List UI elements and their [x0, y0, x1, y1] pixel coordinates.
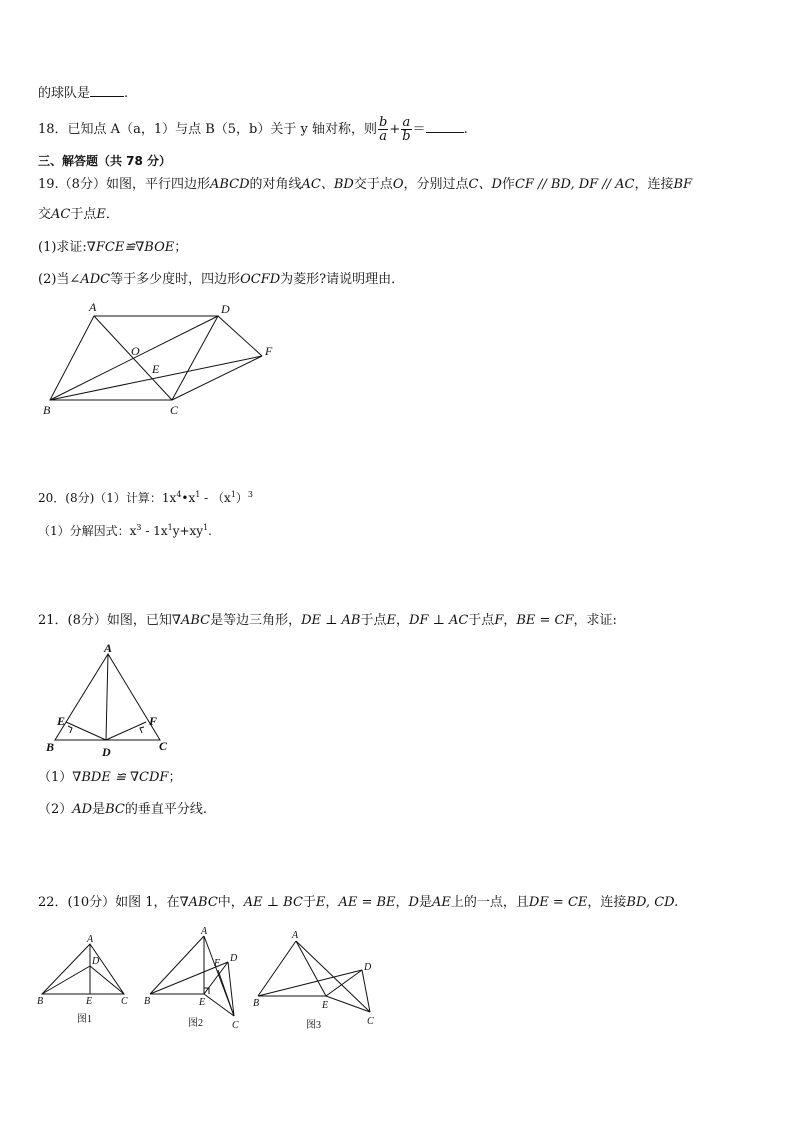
q19-text: 于点: [70, 207, 97, 222]
exponent: 1: [195, 490, 201, 499]
q19-math: OCFD: [240, 272, 281, 287]
fig3-segment-ae: [296, 941, 326, 996]
q21-text: ，: [396, 613, 410, 628]
fig1-label-e: E: [86, 996, 93, 1007]
q20-text: y+xy: [172, 524, 204, 538]
q22-text: 是: [418, 895, 432, 910]
q17-text: 的球队是: [38, 86, 91, 101]
q22-math: BD, CD.: [626, 895, 679, 910]
q21-math: DF ⊥ AC: [409, 613, 469, 628]
fig1-segment-bd: [42, 966, 90, 994]
fig3-label-e: E: [322, 1000, 329, 1011]
frac-den: a: [379, 129, 388, 144]
label-o: O: [131, 344, 140, 358]
fig1-label-a: A: [87, 934, 94, 945]
q22-math: AE: [431, 895, 451, 910]
q22-math: DE = CE: [528, 895, 588, 910]
fig2-label-b: B: [144, 996, 151, 1007]
label-a: A: [104, 641, 113, 655]
q21-math: ∇ABC: [171, 613, 211, 628]
equals-sign: ＝: [412, 122, 426, 137]
fig2-label-f: F: [214, 958, 221, 969]
q22-math: ∇ABC: [179, 895, 218, 910]
q19-text: 交于点: [353, 177, 393, 192]
q20-text: （1）分解因式：x: [38, 524, 137, 538]
q21-text: ；: [168, 770, 182, 785]
q19-math: AC: [51, 207, 71, 222]
fig3-segment-ec: [326, 996, 370, 1012]
q19-text: ．: [105, 207, 119, 222]
q19-math: AC、BD: [301, 177, 354, 192]
q18-end: .: [463, 122, 468, 137]
section-title: 三、解答题（共 78 分）: [38, 154, 172, 168]
q19-text: ，连接: [634, 177, 674, 192]
q22-text: 中，: [217, 895, 244, 910]
q21-math: AD: [72, 802, 93, 817]
label-b: B: [46, 740, 55, 754]
fig3-label-b: B: [253, 998, 260, 1009]
q20-text: .: [208, 524, 212, 538]
q20-text: 20．(8分)（1）计算：1x: [38, 491, 177, 505]
frac-den: b: [402, 129, 411, 144]
fig2-label-e: E: [199, 997, 206, 1008]
exponent: 1: [230, 490, 236, 499]
fig2-segment-ab: [150, 936, 204, 994]
label-b: B: [43, 403, 51, 417]
exponent: 3: [136, 523, 142, 532]
fig3-segment-ac: [296, 941, 370, 1012]
q21-text: （1）: [38, 770, 73, 785]
q22-figure-3: [253, 930, 374, 1031]
q19-math: BF: [673, 177, 693, 192]
q19-text: 为菱形?请说明理由．: [280, 272, 405, 287]
q22-figure-2: [144, 926, 239, 1031]
q19-text: 19.（8分）如图，平行四边形: [38, 177, 210, 192]
q22-math: AE ⊥ BC: [243, 895, 303, 910]
exponent: 3: [247, 490, 254, 499]
fig2-caption: 图2: [188, 1018, 203, 1029]
fig3-label-a: A: [292, 930, 299, 941]
q21-math: BE = CF: [516, 613, 574, 628]
fig2-label-a: A: [201, 926, 208, 937]
q21-math: BC: [105, 802, 125, 817]
label-c: C: [159, 739, 168, 753]
q19-text: 作: [501, 177, 515, 192]
q19-math: ∇FCE≌∇BOE: [86, 240, 175, 255]
q21-math: DE ⊥ AB: [301, 613, 361, 628]
q19-math: ∠ADC: [69, 272, 111, 287]
fig1-label-b: B: [37, 996, 44, 1007]
q19-math: ABCD: [209, 177, 250, 192]
q19-text: 交: [38, 207, 52, 222]
fig1-caption: 图1: [77, 1014, 92, 1025]
q20-text: - 1x: [141, 524, 168, 538]
fig1-label-d: D: [92, 956, 100, 967]
q21-text: 是: [92, 802, 106, 817]
label-c: C: [170, 403, 179, 417]
frac-num: b: [378, 115, 388, 130]
label-f: F: [265, 344, 273, 358]
q21-text: （2）: [38, 802, 73, 817]
label-e: E: [57, 714, 66, 728]
q22-text: ，: [395, 895, 409, 910]
frac-num: a: [402, 115, 411, 130]
q19-text: (1)求证:: [38, 240, 87, 255]
q19-math: O: [392, 177, 404, 192]
q20-text: - （x: [200, 491, 231, 505]
q20-text: •x: [181, 491, 196, 505]
q21-text: 于点: [360, 613, 387, 628]
fig3-label-d: D: [364, 962, 372, 973]
q21-text: ，求证:: [573, 613, 617, 628]
exponent: 4: [176, 490, 182, 499]
q19-text: ；: [174, 240, 188, 255]
q22-text: 于: [302, 895, 316, 910]
q20-text: ）: [235, 491, 248, 505]
fig3-caption: 图3: [306, 1020, 321, 1031]
fig1-segment-cd: [90, 966, 124, 994]
q22-math: D: [408, 895, 419, 910]
q19-math: E: [96, 207, 106, 222]
q22-text: 22．(10分）如图 1，在: [38, 895, 180, 910]
label-a: A: [89, 300, 97, 314]
fig3-label-c: C: [367, 1016, 374, 1027]
q21-math: E: [386, 613, 396, 628]
fig2-label-d: D: [230, 953, 238, 964]
exponent: 1: [203, 523, 209, 532]
q21-text: 于点: [468, 613, 495, 628]
label-e: E: [152, 362, 160, 376]
q19-text: (2)当: [38, 272, 70, 287]
q22-text: ，: [325, 895, 339, 910]
q21-math: F: [494, 613, 504, 628]
q19-text: 的对角线: [249, 177, 302, 192]
q19-math: CF // BD, DF // AC: [514, 177, 635, 192]
q21-text: 的垂直平分线.: [124, 802, 207, 817]
q18-text: 18．已知点 A（a，1）与点 B（5，b）关于 y 轴对称，则: [38, 122, 377, 137]
label-d: D: [102, 745, 111, 759]
q22-math: E: [315, 895, 326, 910]
fig2-label-c: C: [232, 1020, 239, 1031]
q22-figure-1: [37, 934, 128, 1025]
q19-text: ，分别过点: [403, 177, 469, 192]
q21-text: 21．(8分）如图，已知: [38, 613, 172, 628]
q21-text: 是等边三角形，: [210, 613, 302, 628]
q22-text: ，连接: [587, 895, 627, 910]
q19-math: C、D: [468, 177, 502, 192]
q21-math: ∇BDE ≌ ∇CDF: [72, 770, 169, 785]
label-d: D: [221, 302, 230, 316]
q22-text: 上的一点，且: [450, 895, 529, 910]
fig3-segment-ed: [326, 970, 362, 996]
q22-math: AE = BE: [338, 895, 396, 910]
label-f: F: [149, 714, 158, 728]
q21-text: ，: [503, 613, 517, 628]
q19-text: 等于多少度时，四边形: [110, 272, 241, 287]
exponent: 1: [167, 523, 173, 532]
plus-sign: +: [389, 122, 401, 137]
q17-end: .: [124, 86, 129, 101]
fig1-label-c: C: [121, 996, 128, 1007]
